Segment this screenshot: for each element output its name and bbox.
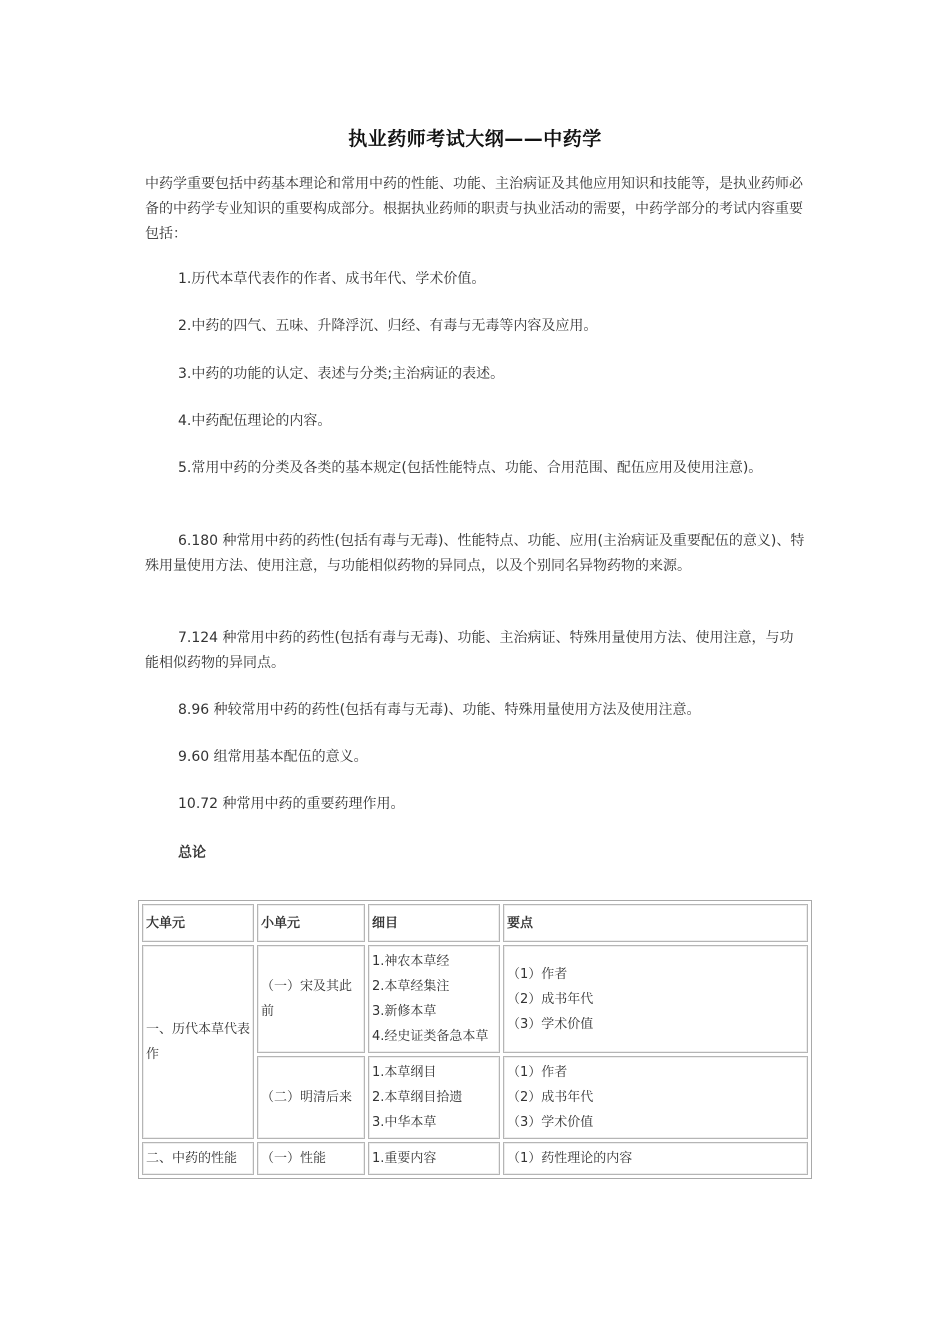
point-line: （1）作者 [507,1065,568,1080]
intro-paragraph: 中药学重要包括中药基本理论和常用中药的性能、功能、主治病证及其他应用知识和技能等，是执业药师必备的中药学专业知识的重要构成部分。根据执业药师的职责与执业活动的需要，中药学部分的考试内容重要包括： [145,176,803,242]
header-cell: 细目 [368,904,500,942]
table-header-row [142,904,808,942]
detail-cell [368,1056,500,1139]
section-heading: 总论 [178,845,206,861]
outline-item: 10.72 种常用中药的重要药理作用。 [178,796,405,812]
detail-cell [368,1142,500,1175]
syllabus-table [138,900,812,1179]
header-cell: 小单元 [257,904,365,942]
table-row [142,945,808,1053]
detail-line: 3.新修本草 [372,1004,437,1019]
unit-cell: 一、历代本草代表作 [142,945,254,1139]
unit-cell: 二、中药的性能 [142,1142,254,1175]
outline-item: 3.中药的功能的认定、表述与分类;主治病证的表述。 [178,366,505,382]
subunit-cell: （二）明清后来 [257,1056,365,1139]
point-line: （3）学术价值 [507,1016,594,1032]
header-cell: 大单元 [142,904,254,942]
outline-item: 6.180 种常用中药的药性(包括有毒与无毒)、性能特点、功能、应用(主治病证及重要配伍的意义)、特殊用量使用方法、使用注意，与功能相似药物的异同点，以及个别同名异物药物的来源。 [145,533,805,574]
point-line: （1）作者 [507,966,568,982]
detail-line: 1.重要内容 [372,1151,437,1166]
outline-item: 1.历代本草代表作的作者、成书年代、学术价值。 [178,271,486,287]
point-line: （1）药性理论的内容 [507,1151,633,1166]
detail-line: 3.中华本草 [372,1115,437,1130]
detail-line: 1.本草纲目 [372,1065,437,1080]
outline-item: 5.常用中药的分类及各类的基本规定(包括性能特点、功能、合用范围、配伍应用及使用注意)。 [178,460,763,476]
detail-line: 2.本草经集注 [372,979,450,994]
point-line: （2）成书年代 [507,991,594,1007]
subunit-cell: （一）性能 [257,1142,365,1175]
points-cell [503,945,808,1053]
document-title: 执业药师考试大纲——中药学 [348,128,602,150]
header-cell: 要点 [503,904,808,942]
outline-item: 2.中药的四气、五味、升降浮沉、归经、有毒与无毒等内容及应用。 [178,318,598,334]
points-cell [503,1142,808,1175]
point-line: （3）学术价值 [507,1115,594,1130]
detail-cell [368,945,500,1053]
detail-line: 2.本草纲目拾遗 [372,1090,463,1105]
outline-item: 8.96 种较常用中药的药性(包括有毒与无毒)、功能、特殊用量使用方法及使用注意。 [178,702,701,718]
table-row [142,1142,808,1175]
outline-item: 4.中药配伍理论的内容。 [178,413,332,429]
points-cell [503,1056,808,1139]
outline-item: 9.60 组常用基本配伍的意义。 [178,749,368,765]
point-line: （2）成书年代 [507,1090,594,1105]
detail-line: 4.经史证类备急本草 [372,1029,489,1044]
detail-line: 1.神农本草经 [372,954,450,969]
outline-item: 7.124 种常用中药的药性(包括有毒与无毒)、功能、主治病证、特殊用量使用方法、使用注意，与功能相似药物的异同点。 [145,630,794,671]
subunit-cell: （一）宋及其此前 [257,945,365,1053]
